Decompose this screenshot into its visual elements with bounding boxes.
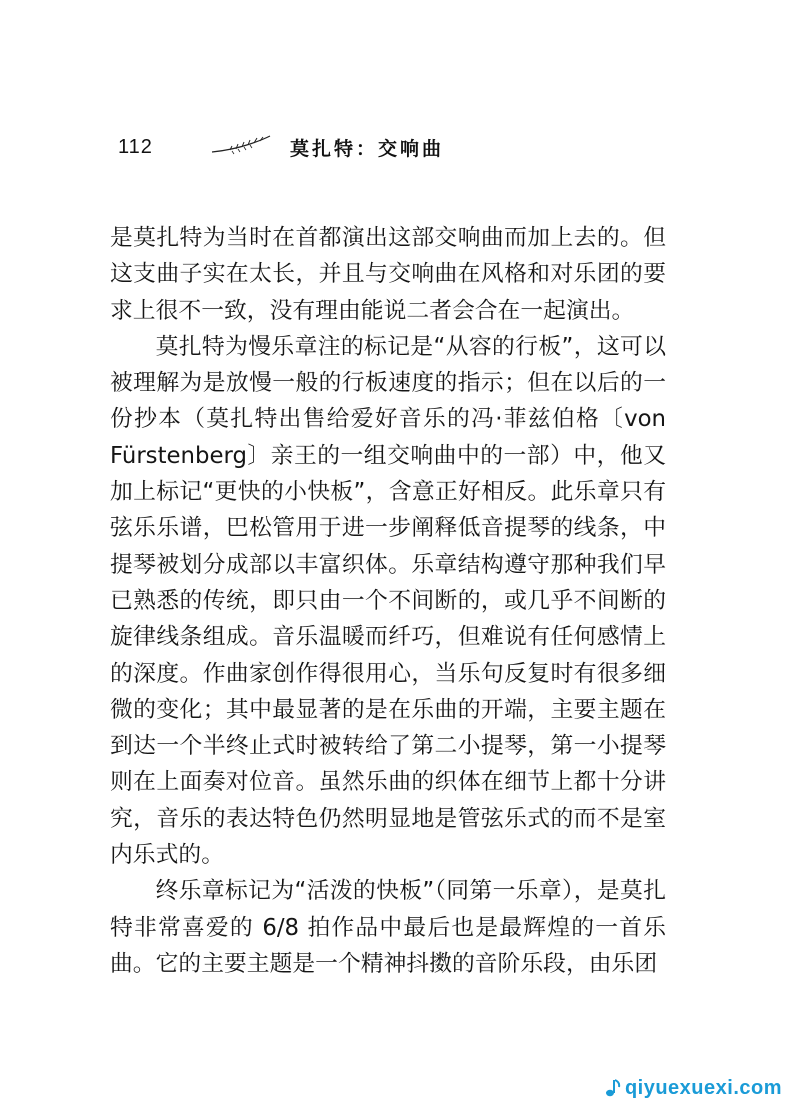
- paragraph: 莫扎特为慢乐章注的标记是“从容的行板”，这可以被理解为是放慢一般的行板速度的指示；但在以后的一份抄本（莫扎特出售给爱好音乐的冯·菲兹伯格〔von Fürstenberg〕亲王的一组交响曲中的一部）中，他又加上标记“更快的小快板”，含意正好相反。此乐章只有弦乐乐谱，巴松管用于进一步阐释低音提琴的线条，中提琴被划分成部以丰富织体。乐章结构遵守那种我们早已熟悉的传统，即只由一个不间断的，或几乎不间断的旋律线条组成。音乐温暖而纤巧，但难说有任何感情上的深度。作曲家创作得很用心，当乐句反复时有很多细微的变化；其中最显著的是在乐曲的开端，主要主题在到达一个半终止式时被转给了第二小提琴，第一小提琴则在上面奏对位音。虽然乐曲的织体在细节上都十分讲究，音乐的表达特色仍然明显地是管弦乐式的而不是室内乐式的。: [110, 333, 666, 869]
- page-header: [118, 132, 678, 162]
- watermark-text: qiyuexuexi.com: [624, 1076, 782, 1099]
- feather-ornament-icon: [210, 134, 272, 156]
- music-note-icon: [605, 1078, 621, 1098]
- paragraph: 是莫扎特为当时在首都演出这部交响曲而加上去的。但这支曲子实在太长，并且与交响曲在风格和对乐团的要求上很不一致，没有理由能说二者会合在一起演出。: [110, 225, 666, 324]
- page-number: 112: [118, 136, 153, 158]
- site-watermark: [605, 1076, 782, 1100]
- paragraph: 终乐章标记为“活泼的快板”（同第一乐章），是莫扎特非常喜爱的 6/8 拍作品中最后也是最辉煌的一首乐曲。它的主要主题是一个精神抖擞的音阶乐段，由乐团: [110, 878, 666, 977]
- body-text: [110, 220, 666, 982]
- running-title: 莫扎特：交响曲: [290, 138, 445, 160]
